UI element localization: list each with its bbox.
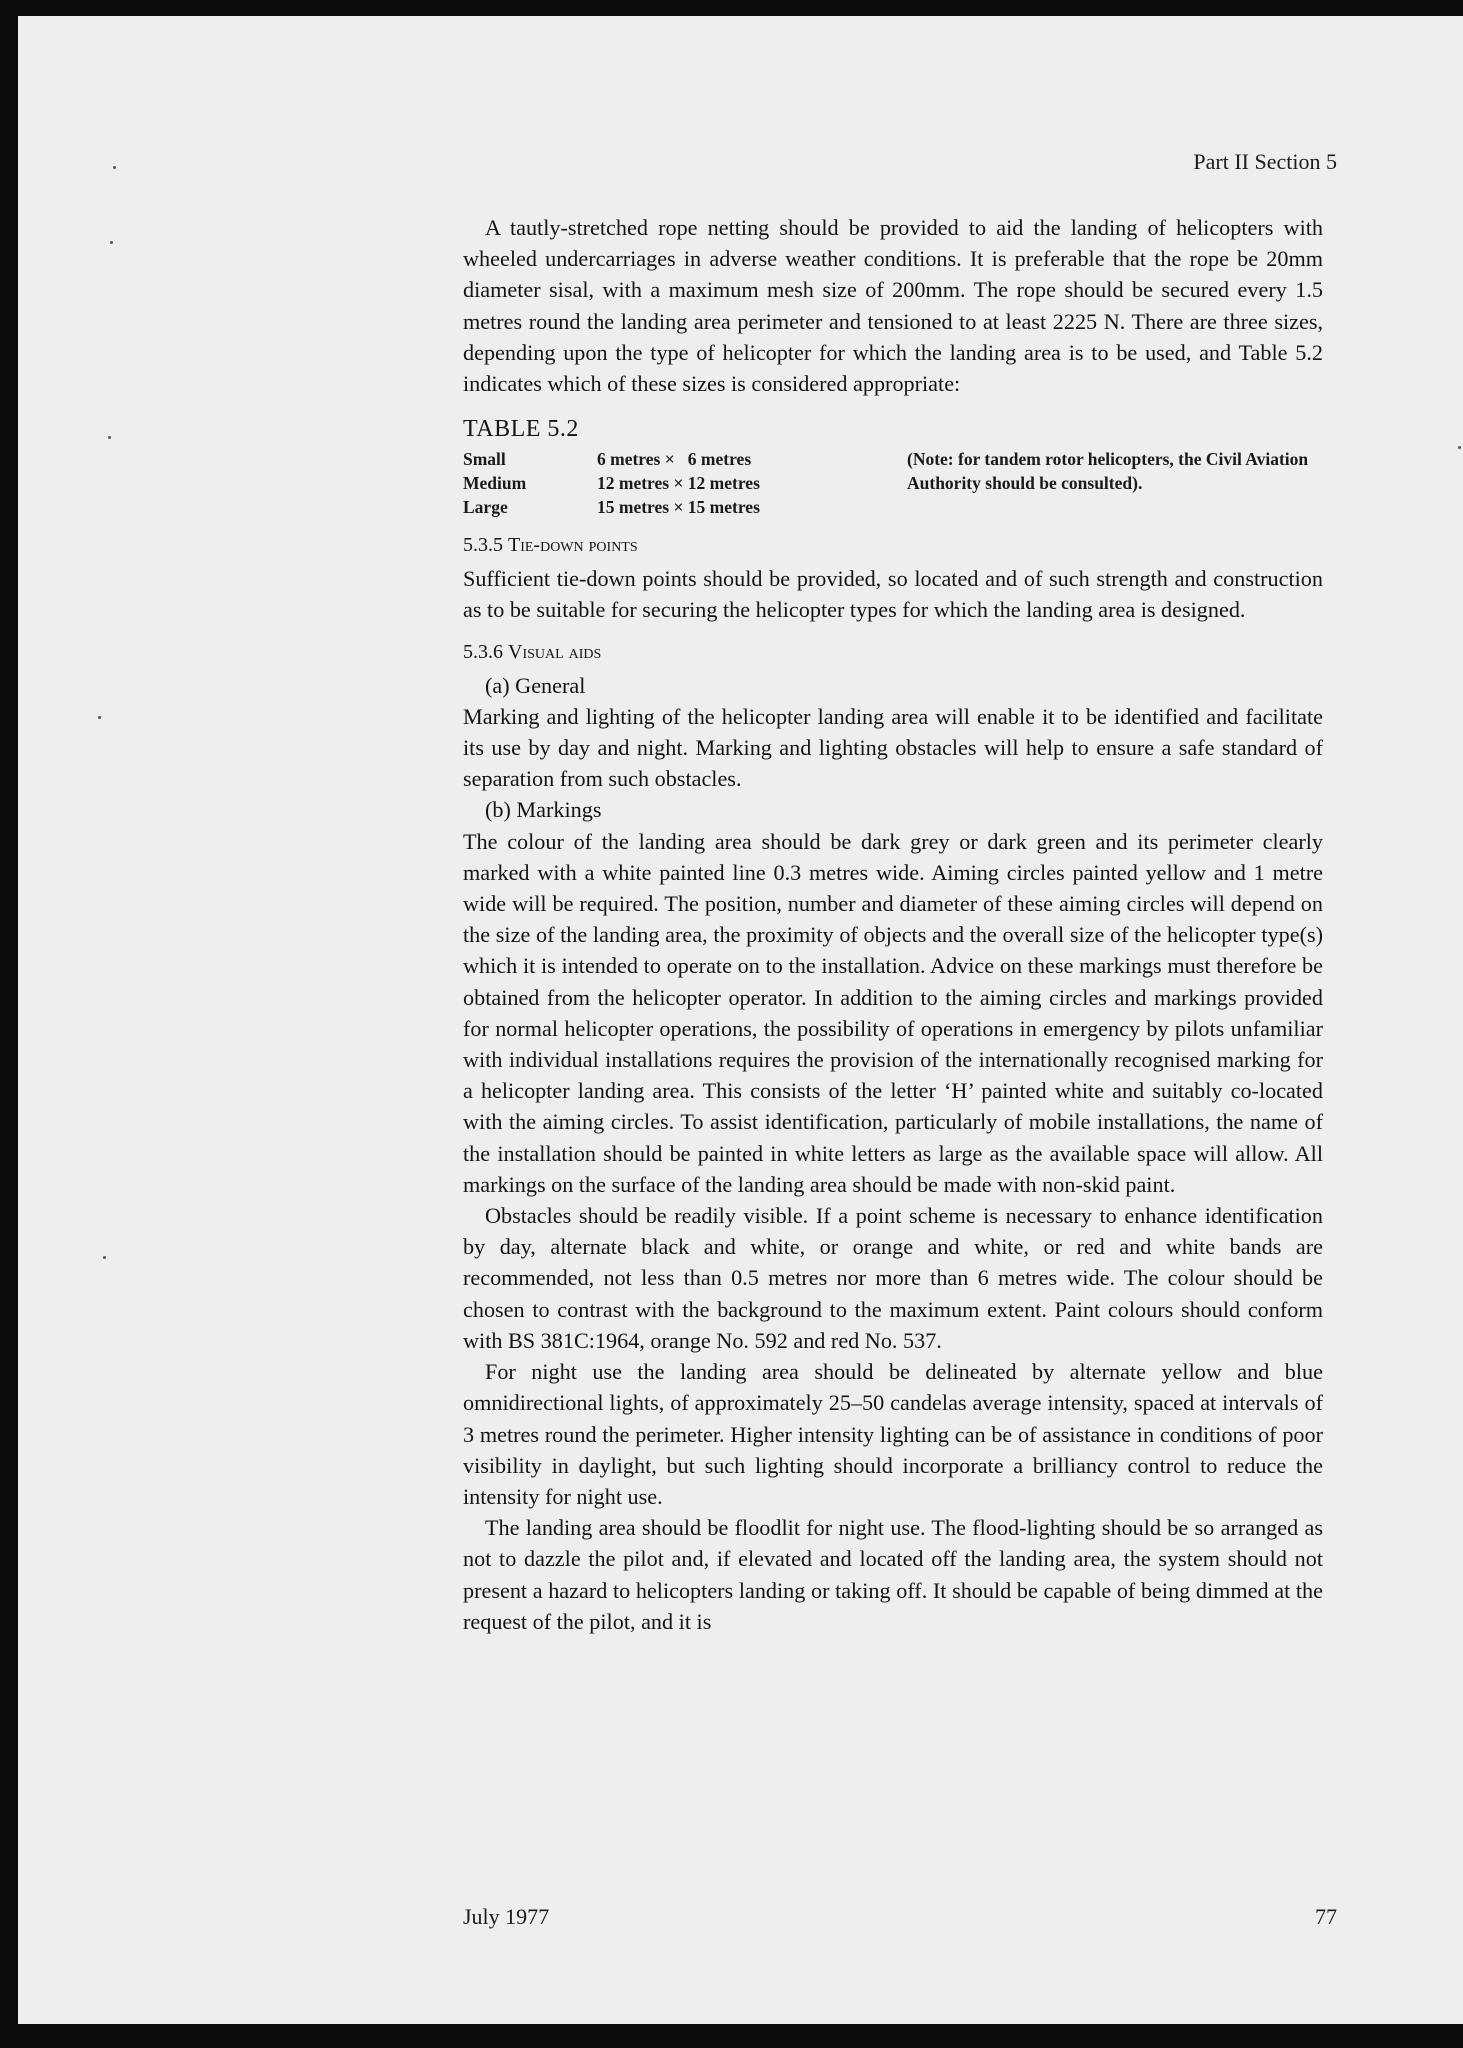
scan-speck (110, 241, 113, 244)
table-dimension: 12 metres × 12 metres (597, 473, 760, 494)
table-dimension: 6 metres × 6 metres (597, 449, 752, 470)
main-content (463, 212, 1323, 1637)
table-note: (Note: for tandem rotor helicopters, the Civil Aviation Authority should be consulted). (907, 449, 1309, 494)
scan-speck (113, 166, 116, 169)
footer-date: July 1977 (463, 1904, 550, 1929)
general-paragraph: Marking and lighting of the helicopter landing area will enable it to be identified and facilitate its use by day and night. Marking and lighting obstacles will help to ensure a safe standard of separation from such obstacles. (463, 703, 1323, 792)
markings-paragraph: The colour of the landing area should be dark grey or dark green and its perimeter clearly marked with a white painted line 0.3 metres wide. Aiming circles painted yellow and 1 metre wide will be required. The position, number and diameter of these aiming circles will depend on the size of the landing area, the proximity of objects and the overall size of the helicopter type(s) which it is intended to operate on to the installation. Advice on these markings must therefore be obtained from the helicopter operator. In addition to the aiming circles and markings provided for normal helicopter operations, the possibility of operations in emergency by pilots unfamiliar with individual installations requires the provision of the internationally recognised marking for a helicopter landing area. This consists of the letter ‘H’ painted white and suitably co-located with the aiming circles. To assist identification, particularly of mobile installations, the name of the installation should be painted in white letters as large as the available space will allow. All markings on the surface of the landing area should be made with non-skid paint. (463, 828, 1323, 1197)
scan-speck (108, 436, 111, 439)
general-subheading: (a) General (485, 672, 586, 698)
scan-speck (103, 1256, 106, 1259)
size-table (463, 447, 1323, 519)
visual-aids-title: Visual aids (508, 640, 602, 663)
table-title: TABLE 5.2 (463, 416, 579, 443)
table-dimension: 15 metres × 15 metres (597, 497, 760, 518)
intro-paragraph: A tautly-stretched rope netting should be provided to aid the landing of helicopters with wheeled undercarriages in adverse weather conditions. It is preferable that the rope be 20mm diameter sisal, with a maximum mesh size of 200mm. The rope should be secured every 1.5 metres round the landing area perimeter and tensioned to at least 2225 N. There are three sizes, depending upon the type of helicopter for which the landing area is to be used, and Table 5.2 indicates which of these sizes is considered appropriate: (463, 215, 1323, 397)
markings-subheading: (b) Markings (485, 797, 602, 823)
obstacles-paragraph: Obstacles should be readily visible. If a point scheme is necessary to enhance identification by day, alternate black and white, or orange and white, or red and white bands are recommended, not less than 0.5 metres nor more than 6 metres wide. The colour should be chosen to contrast with the background to the maximum extent. Paint colours should conform with BS 381C:1964, orange No. 592 and red No. 537. (463, 1203, 1323, 1353)
table-size-column (463, 447, 597, 519)
page-number: 77 (1315, 1904, 1337, 1929)
table-dimension-column (597, 447, 907, 519)
tie-down-title: Tie-down points (508, 534, 638, 557)
tie-down-number: 5.3.5 (463, 534, 503, 557)
tie-down-paragraph: Sufficient tie-down points should be provided, so located and of such strength and construction as to be suitable for securing the helicopter types for which the landing area is designed. (463, 566, 1323, 623)
floodlighting-paragraph: The landing area should be floodlit for night use. The flood-lighting should be so arranged as not to dazzle the pilot and, if elevated and located off the landing area, the system should not present a hazard to helicopters landing or taking off. It should be capable of being dimmed at the request of the pilot, and it is (463, 1515, 1323, 1634)
visual-aids-number: 5.3.6 (463, 640, 503, 663)
table-size-label: Large (463, 497, 508, 518)
tie-down-heading (463, 531, 1323, 559)
night-lighting-paragraph: For night use the landing area should be delineated by alternate yellow and blue omnidirectional lights, of approximately 25–50 candelas average intensity, spaced at intervals of 3 metres round the perimeter. Higher intensity lighting can be of assistance in conditions of poor visibility in daylight, but such lighting should incorporate a brilliancy control to reduce the intensity for night use. (463, 1359, 1323, 1509)
visual-aids-heading (463, 638, 1323, 666)
document-page (18, 16, 1463, 2024)
scan-speck (98, 716, 101, 719)
scan-speck (1458, 446, 1461, 449)
table-size-label: Small (463, 449, 506, 470)
table-size-label: Medium (463, 473, 527, 494)
section-header: Part II Section 5 (1193, 149, 1337, 174)
